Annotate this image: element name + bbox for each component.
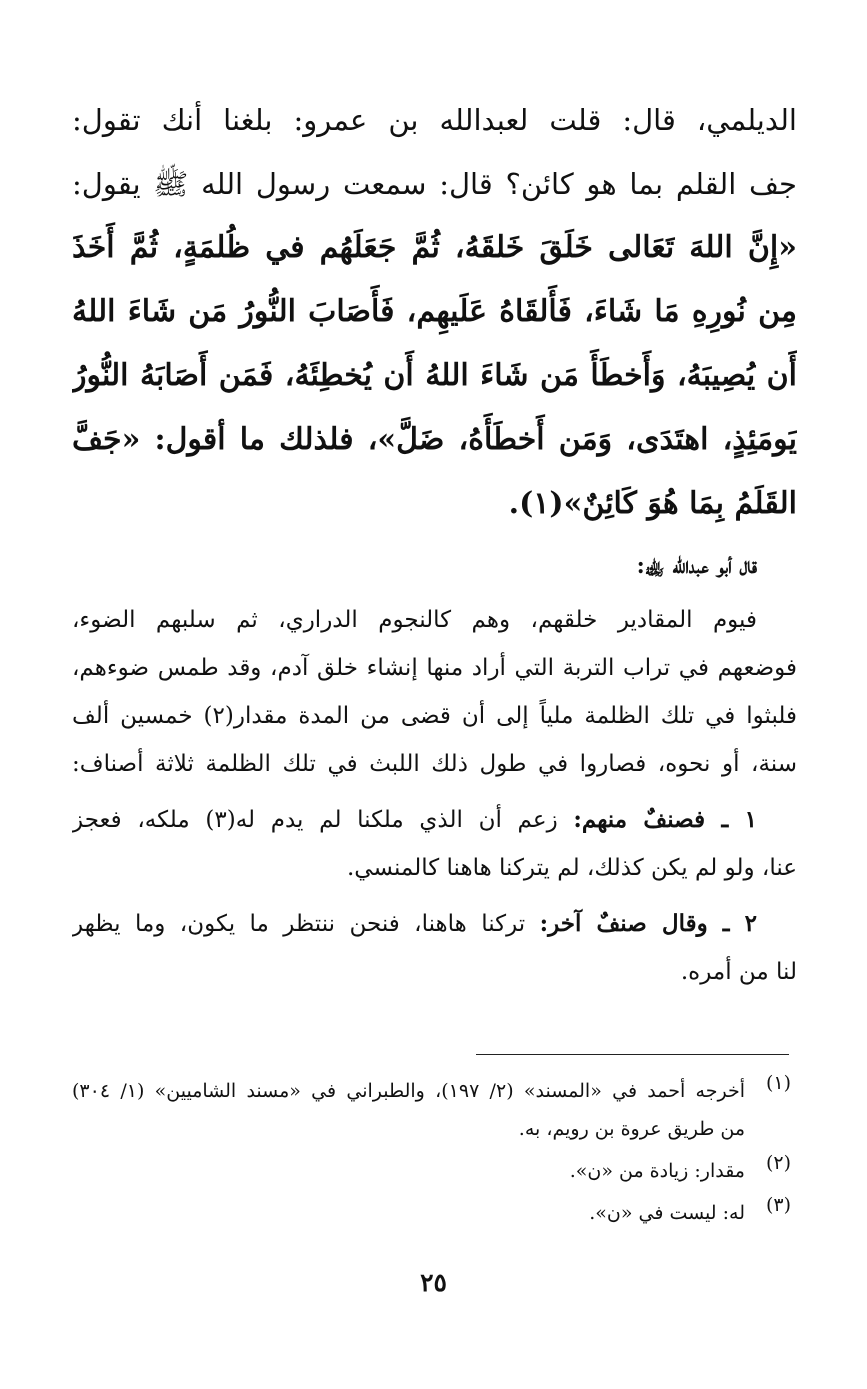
text-line: عنا، ولو لم يكن كذلك، لم يتركنا هاهنا كالمنسي. [346, 855, 797, 881]
footnote-number: (٣) [765, 1194, 791, 1216]
section-heading: قال أبو عبدالله ﵀: [636, 553, 757, 579]
footnote [72, 1152, 791, 1190]
list-item [72, 796, 797, 892]
body-text [72, 88, 797, 996]
text-line: لنا من أمره. [680, 959, 797, 985]
item-label: ١ ـ فصنفٌ منهم: [573, 806, 757, 833]
item-text: زعم أن الذي ملكنا لم يدم له(٣) ملكه، فعجز [72, 807, 574, 833]
hadith-paragraph [72, 88, 797, 536]
text-line: الديلمي، قال: قلت لعبدالله بن عمرو: بلغنا أنك تقول: [72, 103, 797, 137]
item-label: ٢ ـ وقال صنفٌ آخر: [539, 910, 757, 937]
text-line: فلبثوا في تلك الظلمة ملياً إلى أن قضى من المدة مقدار(٢) خمسين ألف [72, 703, 797, 729]
text-line: جف القلم بما هو كائن؟ قال: سمعت رسول الله ﷺ يقول: [72, 167, 797, 201]
text-line: سنة، أو نحوه، فصاروا في طول ذلك اللبث في تلك الظلمة ثلاثة أصناف: [72, 751, 797, 777]
hadith-line: مِن نُورِهِ مَا شَاءَ، فَأَلقَاهُ عَلَيهِم، فَأَصَابَ النُّورُ مَن شَاءَ اللهُ [72, 294, 797, 329]
hadith-line: يَومَئِذٍ، اهتَدَى، وَمَن أَخطَأَهُ، ضَلَّ»، فلذلك ما أقول: «جَفَّ [72, 422, 797, 457]
page-number: ٢٥ [420, 1268, 447, 1297]
list-item [72, 900, 797, 996]
footnote [72, 1072, 791, 1148]
commentary-paragraph [72, 596, 797, 788]
footnote-text: أخرجه أحمد في «المسند» (٢/ ١٩٧)، والطبراني في «مسند الشاميين» (١/ ٣٠٤) [72, 1080, 745, 1102]
text-line [72, 796, 797, 844]
hadith-line: أَن يُصِيبَهُ، وَأَخطَأَ مَن شَاءَ اللهُ أَن يُخطِئَهُ، فَمَن أَصَابَهُ النُّورُ [72, 358, 797, 393]
item-text: تركنا هاهنا، فنحن ننتظر ما يكون، وما يظهر [72, 911, 540, 937]
hadith-line: القَلَمُ بِمَا هُوَ كَائِنٌ»(١). [508, 486, 797, 521]
footnote-number: (٢) [765, 1152, 791, 1174]
footnote [72, 1194, 791, 1232]
footnote-divider [476, 1054, 789, 1055]
footnote-text: من طريق عروة بن رويم، به. [518, 1118, 745, 1140]
text-line: فيوم المقادير خلقهم، وهم كالنجوم الدراري، ثم سلبهم الضوء، [72, 607, 757, 633]
footnote-text: له: ليست في «ن». [589, 1202, 745, 1224]
text-line [72, 900, 797, 948]
footnote-number: (١) [765, 1072, 791, 1094]
footnotes [72, 1072, 791, 1232]
footnote-text: مقدار: زيادة من «ن». [569, 1160, 745, 1182]
hadith-line: «إِنَّ اللهَ تَعَالى خَلَقَ خَلقَهُ، ثُمَّ جَعَلَهُم في ظُلمَةٍ، ثُمَّ أَخَذَ [72, 230, 797, 265]
text-line: فوضعهم في تراب التربة التي أراد منها إنشاء خلق آدم، وقد طمس ضوءهم، [72, 655, 797, 681]
